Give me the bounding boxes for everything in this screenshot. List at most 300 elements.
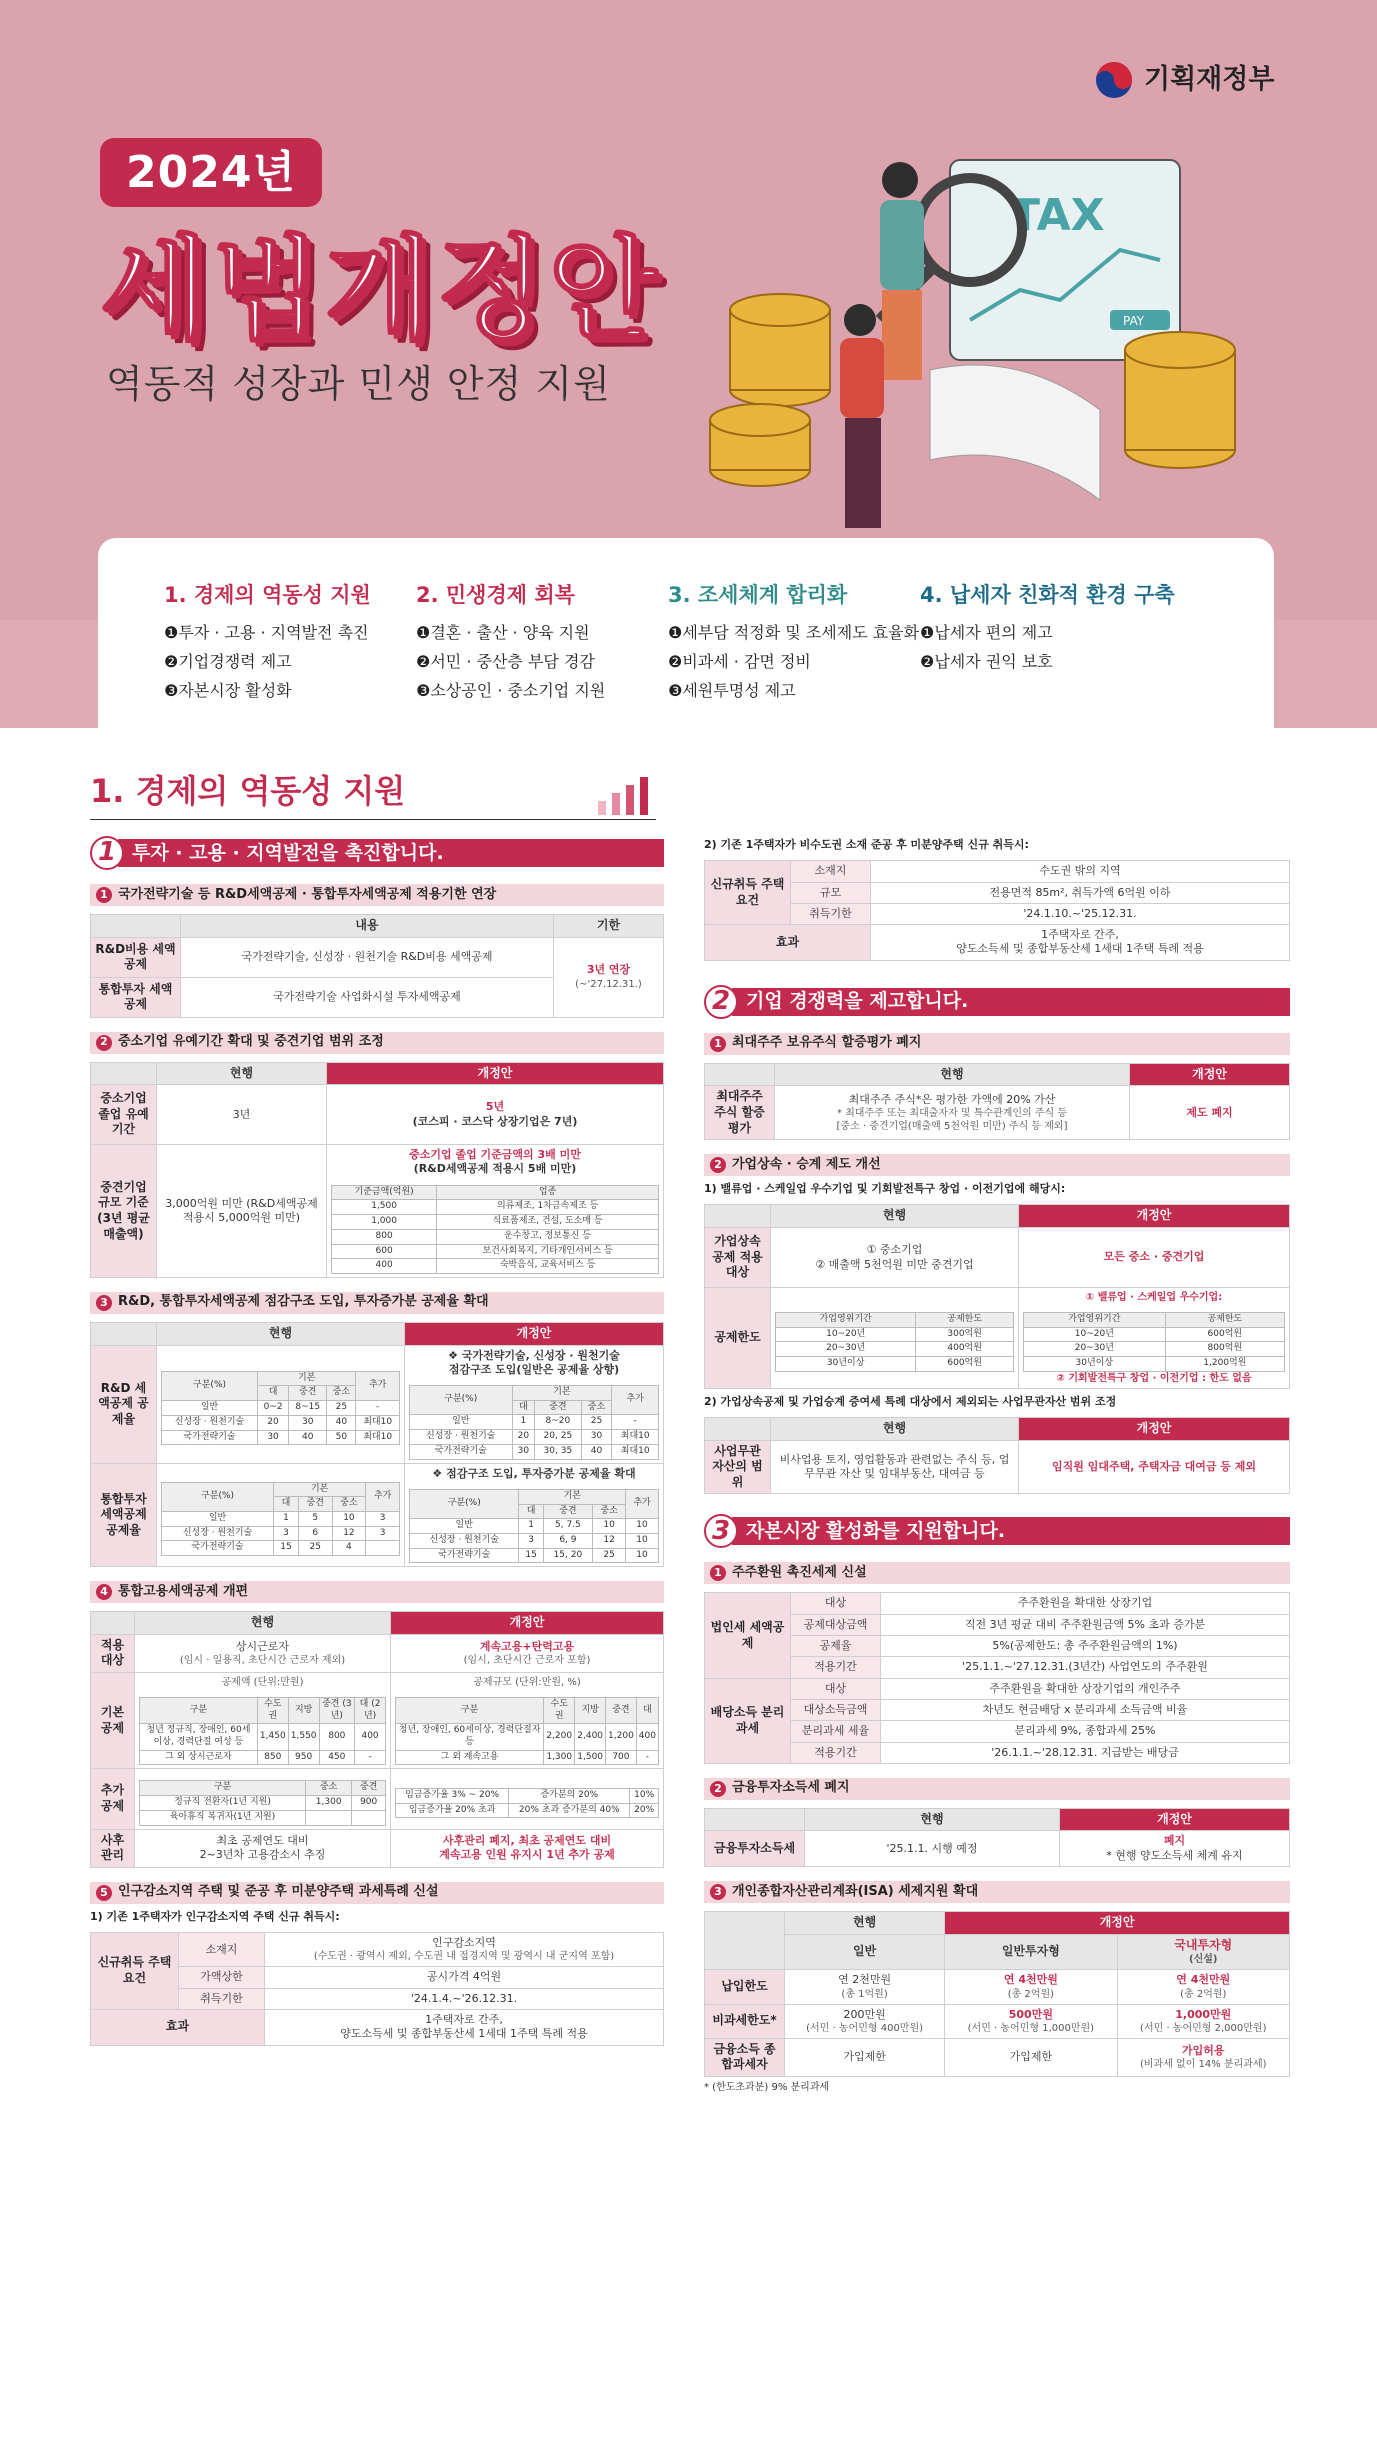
table-header: 현행 (785, 1912, 945, 1935)
table-cell: 1,300 (544, 1750, 575, 1765)
table-cell: 700 (606, 1750, 637, 1765)
cell: 양도소득세 및 종합부동산세 1세대 1주택 특례 적용 (956, 942, 1204, 956)
left-column (90, 760, 664, 2046)
row-label: 기본 공제 (91, 1673, 135, 1769)
table-header: 개정안 (1130, 1063, 1290, 1086)
cell: 가입제한 (843, 2050, 886, 2064)
mini-header: 중견 (298, 1497, 332, 1512)
mini-header: 대 (636, 1698, 658, 1724)
note: 1) 밸류업 · 스케일업 우수기업 및 기회발전특구 창업 · 이전기업에 해당시: (704, 1182, 1066, 1196)
table-cell: 국가전략기술 (410, 1548, 519, 1563)
subtopic-title: R&D, 통합투자세액공제 점감구조 도입, 투자증가분 공제율 확대 (118, 1294, 489, 1310)
cell: 1주택자로 간주, (1041, 928, 1119, 942)
row-label: 공제한도 (705, 1288, 771, 1389)
ministry-logo[interactable] (1094, 60, 1274, 100)
cell: (코스피 · 코스닥 상장기업은 7년) (412, 1114, 578, 1128)
table-cell: 국가전략기술 (410, 1444, 513, 1459)
table-cell: 30, 35 (535, 1444, 581, 1459)
table-cell: 8~20 (535, 1415, 581, 1430)
table-header: 내용 (181, 915, 554, 938)
table-cell: 숙박음식, 교육서비스 등 (437, 1259, 659, 1274)
note: 2) 가업상속공제 및 가업승계 증여세 특례 대상에서 제외되는 사업무관자산 범위 조정 (704, 1394, 1117, 1408)
table-header: 일반 (785, 1934, 945, 1970)
subtopic-heading (704, 1154, 1290, 1176)
cell: 가입허용 (1182, 2043, 1225, 2057)
table-cell: 950 (288, 1750, 319, 1765)
table-header: 현행 (157, 1322, 405, 1345)
mini-header: 중견 (352, 1781, 386, 1796)
cell: 사후관리 폐지, 최초 공제연도 대비 (442, 1833, 612, 1847)
table-cell: 신성장 · 원천기술 (410, 1533, 519, 1548)
cell: (임시, 초단시간 근로자 포함) (463, 1655, 591, 1667)
table-cell: 1,000 (332, 1215, 437, 1230)
table-cell: 1,500 (332, 1200, 437, 1215)
subtopic-title: 통합고용세액공제 개편 (118, 1583, 249, 1599)
table-cell: 30 (581, 1430, 612, 1445)
row-label: 통합투자 세액공제 공제율 (91, 1463, 157, 1567)
table-cell: 5 (298, 1512, 332, 1527)
table-cell: 5, 7.5 (543, 1519, 592, 1534)
cell: (서민 · 농어민형 1,000만원) (967, 2022, 1095, 2034)
table-row (410, 1548, 659, 1563)
subtopic-number: 3 (96, 1295, 112, 1311)
succession-table (704, 1204, 1290, 1388)
cell: 폐지 (1163, 1834, 1186, 1848)
cell: ② 매출액 5천억원 미만 중견기업 (815, 1257, 974, 1271)
topic-title: 자본시장 활성화를 지원합니다. (732, 1517, 1290, 1545)
table-cell: 10 (332, 1512, 366, 1527)
table-cell: 1,500 (575, 1750, 606, 1765)
goal-item: ❷기업경쟁력 제고 (164, 652, 292, 672)
row-label: R&D비용 세액공제 (91, 937, 181, 977)
table-cell: 30년이상 (776, 1357, 916, 1372)
topic-3 (704, 1514, 1290, 1548)
cell: 수도권 밖의 지역 (871, 861, 1290, 882)
mini-header: 대 (2년) (355, 1698, 386, 1724)
table-cell: 12 (332, 1526, 366, 1541)
cell: 점감구조 도입(일반은 공제율 상향) (448, 1362, 620, 1376)
mini-header: 기본 (274, 1482, 366, 1497)
mini-header: 구분(%) (162, 1482, 274, 1511)
mini-header: 중소 (332, 1497, 366, 1512)
table-cell: 10~20년 (1024, 1327, 1166, 1342)
cell: (총 2억원) (1007, 1988, 1055, 2000)
topic-title: 투자 · 고용 · 지역발전을 촉진합니다. (118, 839, 664, 867)
table-cell: 15 (519, 1548, 543, 1563)
cell: ❖ 점감구조 도입, 투자증가분 공제율 확대 (432, 1466, 636, 1480)
mini-header: 수도권 (544, 1698, 575, 1724)
table-row (776, 1327, 1014, 1342)
footnote: * (한도초과분) 9% 분리과세 (704, 2082, 830, 2093)
subtopic-heading (704, 1778, 1290, 1800)
table-cell: 8~15 (289, 1401, 327, 1416)
table-cell: 300억원 (916, 1327, 1014, 1342)
mini-header: 대 (274, 1497, 299, 1512)
cell: 연 4천만원 (1003, 1973, 1058, 1987)
table-row (162, 1526, 400, 1541)
ministry-name: 기획재정부 (1144, 64, 1275, 96)
table-cell: - (355, 1750, 386, 1765)
goal-item: ❶결혼 · 출산 · 양육 지원 (416, 623, 590, 643)
mini-header: 추가 (612, 1386, 659, 1415)
table-cell: 신성장 · 원천기술 (162, 1526, 274, 1541)
table-cell: 의류제조, 1차금속제조 등 (437, 1200, 659, 1215)
subtopic-number: 1 (710, 1565, 726, 1581)
page-title: 세법개정안 (100, 225, 661, 355)
table-cell: 15 (274, 1541, 299, 1556)
subtopic-number: 2 (710, 1781, 726, 1797)
tax-label: TAX (1010, 190, 1105, 241)
cell: 상시근로자 (235, 1639, 290, 1653)
mini-header: 추가 (356, 1371, 400, 1400)
row-label: 금융소득 종합과세자 (705, 2038, 785, 2076)
table-cell: 1,300 (306, 1796, 352, 1811)
table-cell: 10 (626, 1533, 659, 1548)
mini-header: 구분(%) (162, 1371, 258, 1400)
table-row (162, 1401, 400, 1416)
row-label: 사업무관 자산의 범위 (705, 1440, 771, 1494)
deduction-mini-table (395, 1697, 659, 1765)
table-row (1024, 1357, 1285, 1372)
cell: 양도소득세 및 종합부동산세 1세대 1주택 특례 적용 (340, 2027, 588, 2041)
cell: 500만원 (1008, 2007, 1053, 2021)
mini-header: 추가 (366, 1482, 400, 1511)
cell: 대상 (791, 1593, 881, 1614)
table-cell: 최대10 (356, 1430, 400, 1445)
table-cell: 20, 25 (535, 1430, 581, 1445)
topic-number: 2 (704, 985, 738, 1019)
table-cell: 30 (289, 1415, 327, 1430)
mini-header: 대 (258, 1386, 289, 1401)
table-cell: 900 (352, 1796, 386, 1811)
table-row (396, 1724, 659, 1750)
mini-header: 가업영위기간 (776, 1313, 916, 1328)
table-cell: 정규직 전환자(1년 지원) (140, 1796, 306, 1811)
table-row (1024, 1342, 1285, 1357)
cell: 가입제한 (1009, 2050, 1053, 2064)
goal-item: ❶납세자 편의 제고 (920, 623, 1053, 643)
cell: 직전 3년 평균 대비 주주환원금액 5% 초과 증가분 (881, 1614, 1290, 1635)
subtopic-heading (90, 884, 664, 906)
cell: '25.1.1.~'27.12.31.(3년간) 사업연도의 주주환원 (881, 1657, 1290, 1678)
table-cell (306, 1810, 352, 1825)
goal-item: ❸세원투명성 제고 (668, 680, 796, 700)
period-value: 3년 연장 (586, 963, 631, 977)
mini-header: 중소 (581, 1400, 612, 1415)
cell: 주주환원을 확대한 상장기업의 개인주주 (881, 1678, 1290, 1699)
table-cell: 그 외 계속고용 (396, 1750, 544, 1765)
table-row (396, 1803, 659, 1818)
subtopic-heading (90, 1882, 664, 1904)
additional-mini-table (139, 1780, 386, 1825)
mini-header: 구분 (140, 1781, 306, 1796)
goal-item: ❶세부담 적정화 및 조세제도 효율화 (668, 623, 920, 643)
row-label: 배당소득 분리과세 (705, 1678, 791, 1763)
mini-header: 구분(%) (410, 1489, 519, 1518)
goal-item: ❷납세자 권익 보호 (920, 652, 1053, 672)
period-date: (~'27.12.31.) (575, 978, 642, 990)
cell: ② 기회발전특구 창업 · 이전기업 : 한도 없음 (1056, 1372, 1252, 1384)
table-cell: 6 (298, 1526, 332, 1541)
subtopic-title: 국가전략기술 등 R&D세액공제 · 통합투자세액공제 적용기한 연장 (118, 886, 497, 902)
table-cell: 600억원 (1165, 1327, 1284, 1342)
subtopic-number: 2 (710, 1157, 726, 1173)
cell: 대상소득금액 (791, 1699, 881, 1720)
table-cell: 10 (626, 1548, 659, 1563)
table-cell: 40 (581, 1444, 612, 1459)
industry-mini-table (331, 1185, 659, 1274)
row-label: 사후 관리 (91, 1829, 135, 1867)
mini-header: 기본 (258, 1371, 356, 1386)
mini-header: 추가 (626, 1489, 659, 1518)
goal-1 (164, 582, 416, 728)
unit-label: 공제규모 (단위:만원, %) (473, 1677, 581, 1689)
table-cell: 2,200 (544, 1724, 575, 1750)
table-row (776, 1342, 1014, 1357)
table-row (162, 1541, 400, 1556)
goal-title: 2. 민생경제 회복 (416, 583, 575, 607)
cell: 공제율 (791, 1636, 881, 1657)
cell: 5%(공제한도: 총 주주환원금액의 1%) (881, 1636, 1290, 1657)
table-header: 현행 (157, 1062, 327, 1085)
table-cell: 20 (258, 1415, 289, 1430)
cell: 200만원 (843, 2007, 886, 2021)
cell: (총 2억원) (1180, 1988, 1227, 2000)
table-row (396, 1750, 659, 1765)
mini-header: 구분(%) (410, 1386, 513, 1415)
goals-panel (98, 538, 1274, 728)
subtopic-title: 인구감소지역 주택 및 준공 후 미분양주택 과세특례 신설 (118, 1884, 439, 1900)
table-cell: 청년 정규직, 장애인, 60세 이상, 경력단절 여성 등 (140, 1724, 258, 1750)
mini-header: 기준금액(억원) (332, 1185, 437, 1200)
subtopic-heading (90, 1581, 664, 1603)
cell: 계속고용 인원 유지시 1년 추가 공제 (439, 1848, 615, 1862)
table-cell: 40 (289, 1430, 327, 1445)
table-row (332, 1259, 659, 1274)
mini-header: 지방 (288, 1698, 319, 1724)
table-header: 일반투자형 (945, 1934, 1117, 1970)
table-cell: 30년이상 (1024, 1357, 1166, 1372)
table-header: 개정안 (1019, 1205, 1290, 1228)
row-label: 법인세 세액공제 (705, 1593, 791, 1678)
table-header: 개정안 (391, 1612, 664, 1635)
subtopic-number: 5 (96, 1885, 112, 1901)
limit-mini-table (1023, 1312, 1285, 1372)
table-cell: 800억원 (1165, 1342, 1284, 1357)
table-cell: 850 (257, 1750, 288, 1765)
row-label: 추가 공제 (91, 1769, 135, 1829)
table-cell: 25 (327, 1401, 356, 1416)
table-cell: 400 (355, 1724, 386, 1750)
table-row (1024, 1327, 1285, 1342)
cell: (서민 · 농어민형 400만원) (806, 2022, 924, 2034)
limit-mini-table (775, 1312, 1014, 1372)
goal-item: ❸자본시장 활성화 (164, 680, 292, 700)
table-cell: 40 (327, 1415, 356, 1430)
table-cell: 일반 (162, 1401, 258, 1416)
table-cell: 최대10 (612, 1430, 659, 1445)
mini-header: 중견 (535, 1400, 581, 1415)
table-cell: 임금증가율 3% ~ 20% (396, 1788, 509, 1803)
cell: '25.1.1. 시행 예정 (805, 1831, 1060, 1867)
subtopic-heading (704, 1562, 1290, 1584)
tax-illustration (700, 120, 1240, 540)
table-row (410, 1444, 659, 1459)
table-cell: 30 (512, 1444, 535, 1459)
table-header: 현행 (775, 1063, 1130, 1086)
table-cell: 1,450 (257, 1724, 288, 1750)
table-cell: 600억원 (916, 1357, 1014, 1372)
subtopic-title: 최대주주 보유주식 할증평가 폐지 (732, 1035, 922, 1051)
row-label: 가업상속 공제 적용대상 (705, 1228, 771, 1288)
table-row (410, 1415, 659, 1430)
shareholder-return-table (704, 1592, 1290, 1763)
rate-mini-table (161, 1482, 400, 1556)
cell: ① 중소기업 (866, 1243, 923, 1257)
table-cell: 20% 초과 증가분의 40% (509, 1803, 630, 1818)
right-column (704, 838, 1290, 2094)
row-label: 중견기업 규모 기준 (3년 평균 매출액) (91, 1145, 157, 1278)
cell: '24.1.10.~'25.12.31. (871, 903, 1290, 924)
cell: 최초 공제연도 대비 (216, 1833, 309, 1847)
table-row (162, 1430, 400, 1445)
asset-table (704, 1417, 1290, 1494)
rate-mini-table (161, 1371, 400, 1445)
mini-header: 구분 (140, 1698, 258, 1724)
cell: 국가전략기술, 신성장 · 원천기술 R&D비용 세액공제 (181, 937, 554, 977)
row-label: 금융투자소득세 (705, 1831, 805, 1867)
page-subtitle: 역동적 성장과 민생 안정 지원 (106, 362, 611, 406)
table-header: 기한 (554, 915, 664, 938)
cell: 국가전략기술 사업화시설 투자세액공제 (181, 977, 554, 1017)
cell: 분리과세 세율 (791, 1721, 881, 1742)
table-header: 현행 (771, 1418, 1019, 1441)
table-cell: 400 (636, 1724, 658, 1750)
subtopic-number: 2 (96, 1035, 112, 1051)
cell: 최대주주 주식*은 평가한 가액에 20% 가산 (848, 1092, 1056, 1106)
table-row (162, 1415, 400, 1430)
topic-number: 3 (704, 1514, 738, 1548)
table-cell: 육아휴직 복귀자(1년 지원) (140, 1810, 306, 1825)
table-cell: 청년, 장애인, 60세이상, 경력단절자 등 (396, 1724, 544, 1750)
cell: 연 2천만원 (838, 1973, 892, 1987)
goal-item: ❷서민 · 중산층 부담 경감 (416, 652, 595, 672)
table-row (410, 1519, 659, 1534)
goal-4 (920, 582, 1175, 728)
table-cell: 30 (258, 1430, 289, 1445)
cell: 전용면적 85m², 취득가액 6억원 이하 (871, 882, 1290, 903)
cell: 규모 (791, 882, 871, 903)
subtopic-heading (90, 1032, 664, 1054)
cell: (서민 · 농어민형 2,000만원) (1140, 2022, 1267, 2034)
cell: 대상 (791, 1678, 881, 1699)
table-header: 개정안 (1060, 1808, 1290, 1831)
table-cell: 12 (593, 1533, 626, 1548)
cell: ① 밸류업 · 스케일업 우수기업: (1085, 1292, 1223, 1304)
goal-2 (416, 582, 668, 728)
mini-header: 가업영위기간 (1024, 1313, 1166, 1328)
cell: 공제대상금액 (791, 1614, 881, 1635)
subtopic-heading (90, 1292, 664, 1314)
row-label: 신규취득 주택요건 (705, 861, 791, 925)
mini-header: 구분 (396, 1698, 544, 1724)
table-cell: 15, 20 (543, 1548, 592, 1563)
table-cell: 600 (332, 1244, 437, 1259)
topic-number: 1 (90, 836, 124, 870)
table-cell: 25 (581, 1415, 612, 1430)
cell: 적용기간 (791, 1742, 881, 1763)
row-label: 효과 (91, 2009, 265, 2045)
table-cell: 2,400 (575, 1724, 606, 1750)
table-header: 개정안 (1019, 1418, 1290, 1441)
cell: 비사업용 토지, 영업활동과 관련없는 주식 등, 업무무관 자산 및 임대부동산, 대여금 등 (771, 1440, 1019, 1494)
pay-label: PAY (1123, 314, 1145, 328)
table-cell: 10~20년 (776, 1327, 916, 1342)
cell: 3,000억원 미만 (R&D세액공제 적용시 5,000억원 미만) (157, 1145, 327, 1278)
cell: 1주택자로 간주, (425, 2012, 503, 2026)
cell: 가액상한 (179, 1967, 265, 1988)
row-label: 효과 (705, 925, 871, 961)
note: 1) 기존 1주택자가 인구감소지역 주택 신규 취득시: (90, 1909, 340, 1923)
taegeuk-icon (1094, 60, 1134, 100)
table-cell: 1,200억원 (1165, 1357, 1284, 1372)
table-row (396, 1788, 659, 1803)
year-badge: 2024년 (100, 138, 322, 207)
table-row (332, 1229, 659, 1244)
mini-header: 공제한도 (1165, 1313, 1284, 1328)
table-cell: 1 (512, 1415, 535, 1430)
cell: * 최대주주 또는 최대출자자 및 특수관계인의 주식 등 (836, 1107, 1068, 1119)
row-label: 신규취득 주택요건 (91, 1933, 179, 2010)
table-header: 개정안 (945, 1912, 1290, 1935)
mini-header: 지방 (575, 1698, 606, 1724)
table-cell: 그 외 상시근로자 (140, 1750, 258, 1765)
mini-header: 대 (512, 1400, 535, 1415)
cell: (총 1억원) (841, 1988, 888, 2000)
cell: 모든 중소 · 중견기업 (1019, 1228, 1290, 1288)
mini-header: 대 (519, 1504, 543, 1519)
rd-rate-table (90, 1322, 664, 1567)
table-cell: 25 (593, 1548, 626, 1563)
cell: (수도권 · 광역시 제외, 수도권 내 접경지역 및 광역시 내 군지역 포함) (313, 1951, 615, 1963)
section-title (90, 760, 656, 820)
table-cell: 25 (298, 1541, 332, 1556)
table-row (332, 1215, 659, 1230)
table-cell: 일반 (162, 1512, 274, 1527)
cell: '26.1.1.~'28.12.31. 지급받는 배당금 (881, 1742, 1290, 1763)
table-cell: 최대10 (612, 1444, 659, 1459)
section-title-text: 1. 경제의 역동성 지원 (90, 772, 406, 811)
table-cell: 일반 (410, 1415, 513, 1430)
mini-header: 기본 (512, 1386, 612, 1401)
table-cell: 1,550 (288, 1724, 319, 1750)
cell: 2~3년차 고용감소시 추징 (199, 1848, 326, 1862)
table-cell: 증가분의 20% (509, 1788, 630, 1803)
table-cell: 식료품제조, 건설, 도소매 등 (437, 1215, 659, 1230)
cell: [중소 · 중견기업(매출액 5천억원 미만) 주식 등 제외] (836, 1120, 1068, 1132)
unsold-housing-table (704, 860, 1290, 960)
cell: 소재지 (179, 1933, 265, 1967)
table-header: 현행 (771, 1205, 1019, 1228)
row-label: 납입한도 (705, 1970, 785, 2004)
subtopic-heading (704, 1033, 1290, 1055)
rate-mini-table (409, 1385, 659, 1459)
table-cell: 20~30년 (776, 1342, 916, 1357)
table-cell: - (612, 1415, 659, 1430)
goal-item: ❸소상공인 · 중소기업 지원 (416, 680, 606, 700)
table-row (410, 1430, 659, 1445)
mini-header: 중소 (306, 1781, 352, 1796)
